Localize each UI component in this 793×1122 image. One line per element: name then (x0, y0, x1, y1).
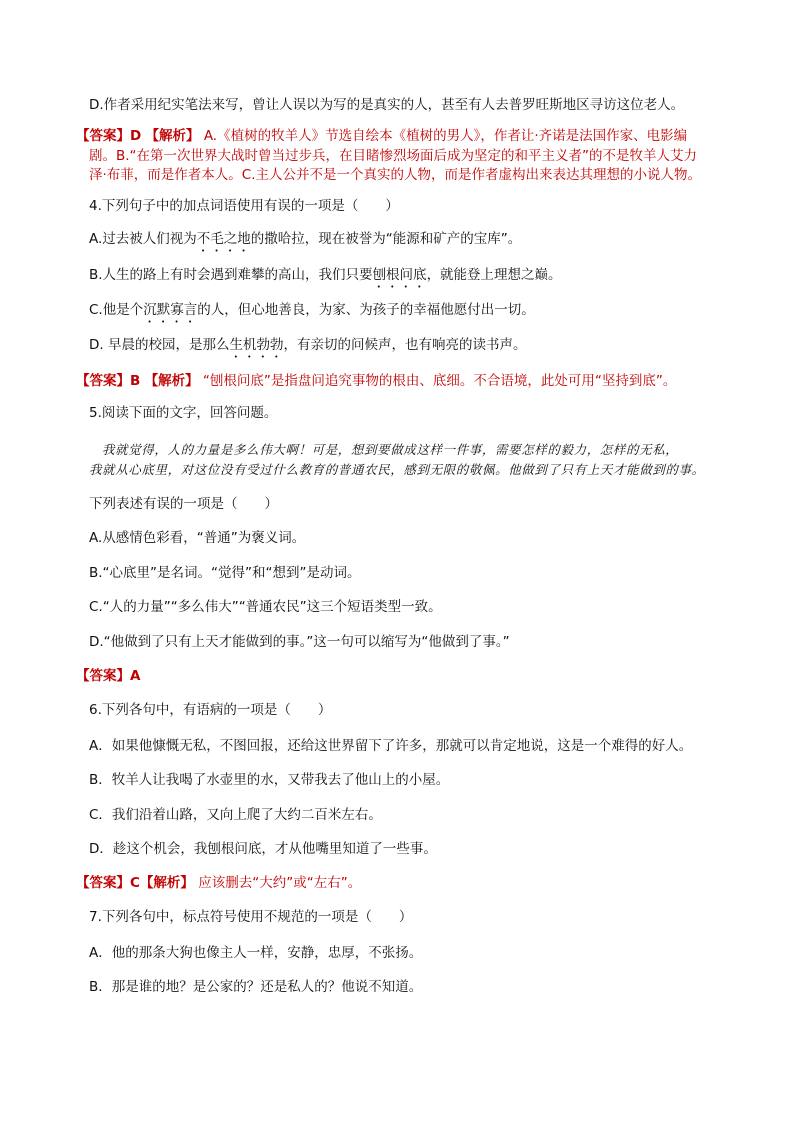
q6-option-b: B．牧羊人让我喝了水壶里的水，又带我去了他山上的小屋。 (89, 772, 450, 788)
q5-option-d: D.“他做到了只有上天才能做到的事。”这一句可以缩写为“他做到了事。” (89, 634, 510, 650)
q5-answer-line (76, 667, 140, 685)
dotted-word: 不毛之地 (196, 231, 251, 247)
q7-stem: 7.下列各句中，标点符号使用不规范的一项是（ ） (89, 909, 413, 925)
dotted-word: 沉默寡言 (143, 302, 198, 318)
q6-option-d: D．趁这个机会，我刨根问底，才从他嘴里知道了一些事。 (89, 841, 437, 857)
q5-sub-stem: 下列表述有误的一项是（ ） (89, 496, 278, 512)
answer-tag: 【答案】C (76, 875, 140, 891)
analysis-tag: 【解析】 (139, 875, 194, 891)
q6-option-c: C．我们沿着山路，又向上爬了大约二百米左右。 (89, 807, 382, 823)
q4-option-c (89, 301, 535, 326)
q6-answer-line (76, 874, 361, 892)
answer-tag: 【答案】A (76, 668, 141, 684)
answer-tag: 【答案】D (76, 128, 142, 144)
q5-stem: 5.阅读下面的文字，回答问题。 (89, 405, 278, 421)
option-text: D. 早晨的校园，是那么 (89, 337, 230, 353)
q3-analysis-line-2: 剧。B.“在第一次世界大战时曾当过步兵，在目睹惨烈场面后成为坚定的和平主义者”的不是牧羊人艾力 (89, 148, 698, 164)
q7-option-a: A．他的那条大狗也像主人一样，安静，忠厚，不张扬。 (89, 945, 423, 961)
option-text: ，有亲切的问候声，也有响亮的读书声。 (283, 337, 527, 353)
option-text: 的撒哈拉，现在被誉为“能源和矿产的宝库”。 (250, 231, 522, 247)
option-text: ，就能登上理想之巅。 (426, 267, 562, 283)
analysis-text: 应该删去“大约”或“左右”。 (198, 875, 362, 891)
q4-option-a (89, 230, 521, 255)
q5-passage-line-1: 我就觉得，人的力量是多么伟大啊！可是，想到要做成这样一件事，需要怎样的毅力，怎样的无私， (102, 442, 679, 457)
q5-option-c: C.“人的力量”“多么伟大”“普通农民”这三个短语类型一致。 (89, 599, 442, 615)
option-text: 的人，但心地善良，为家、为孩子的幸福他愿付出一切。 (197, 302, 535, 318)
dotted-word: 生机勃勃 (229, 337, 284, 353)
q5-option-b: B.“心底里”是名词。“觉得”和“想到”是动词。 (89, 565, 361, 581)
q5-passage-line-2: 我就从心底里，对这位没有受过什么教育的普通农民，感到无限的敬佩。他做到了只有上天才能做到的事。 (89, 462, 705, 477)
answer-tag: 【答案】B (76, 373, 141, 389)
q4-option-d (89, 336, 526, 361)
q7-option-b: B．那是谁的地？是公家的？还是私人的？他说不知道。 (89, 979, 423, 995)
q4-option-b (89, 266, 562, 291)
q4-stem: 4.下列句子中的加点词语使用有误的一项是（ ） (89, 198, 399, 214)
q3-option-d: D.作者采用纪实笔法来写，曾让人误以为写的是真实的人，甚至有人去普罗旺斯地区寻访这位老人。 (89, 97, 685, 113)
option-text: B.人生的路上有时会遇到难攀的高山，我们只要 (89, 267, 373, 283)
analysis-text: “刨根问底”是指盘问追究事物的根由、底细。不合语境，此处可用“坚持到底”。 (202, 373, 677, 389)
analysis-text: A.《植树的牧羊人》节选自绘本《植树的男人》，作者让·齐诺是法国作家、电影编 (203, 128, 688, 144)
q4-answer-line (76, 372, 676, 390)
q6-option-a: A．如果他慷慨无私，不图回报，还给这世界留下了许多，那就可以肯定地说，这是一个难得的好人。 (89, 738, 693, 754)
analysis-tag: 【解析】 (145, 128, 200, 144)
dotted-word: 刨根问底 (372, 267, 427, 283)
option-text: C.他是个 (89, 302, 144, 318)
option-text: A.过去被人们视为 (89, 231, 197, 247)
q5-option-a: A.从感情色彩看，“普通”为褒义词。 (89, 530, 306, 546)
q6-stem: 6.下列各句中，有语病的一项是（ ） (89, 702, 332, 718)
q3-answer-line (76, 127, 687, 145)
analysis-tag: 【解析】 (144, 373, 199, 389)
q3-analysis-line-3: 泽·布菲，而是作者本人。C.主人公并不是一个真实的人物，而是作者虚构出来表达其理想的小说人物。 (89, 167, 702, 183)
